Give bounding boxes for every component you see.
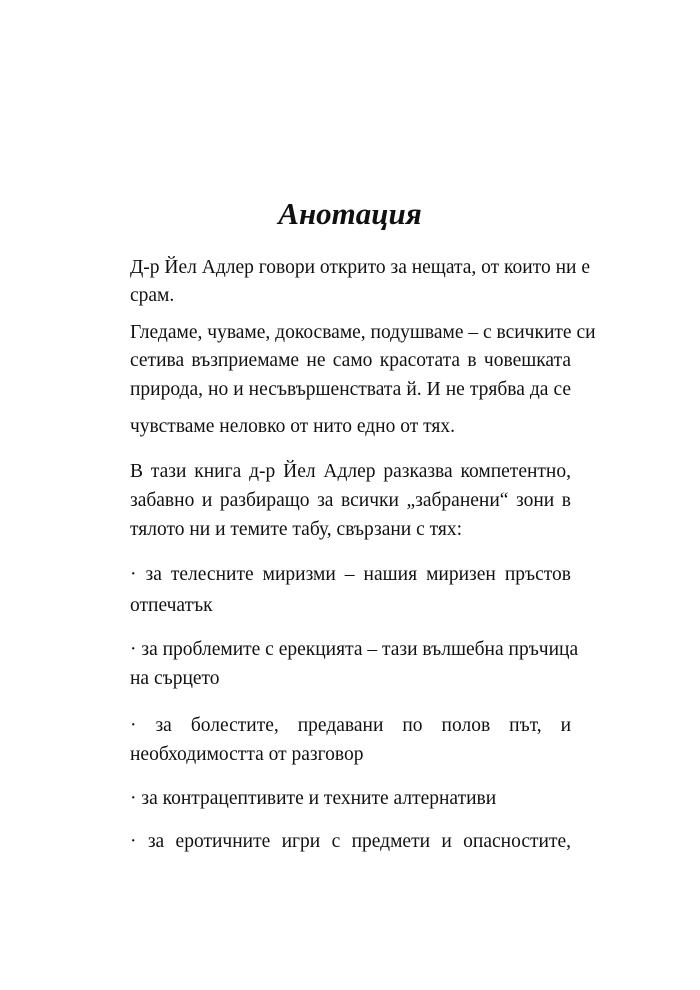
page-title: Анотация	[278, 196, 422, 231]
list-item: · за еротичните игри с предмети и опасностите,	[130, 831, 571, 852]
text-line: В тази книга д-р Йел Адлер разказва компетентно,	[130, 461, 571, 482]
list-item: · за контрацептивите и техните алтернативи	[130, 788, 497, 809]
list-item: · за проблемите с ерекцията – тази вълшебна пръчица	[130, 639, 579, 660]
text-line: природа, но и несъвършенствата й. И не трябва да се	[130, 379, 571, 400]
text-line: чувстваме неловко от нито едно от тях.	[130, 416, 455, 437]
list-item: · за болестите, предавани по полов път, и	[130, 715, 571, 736]
text-line: необходимостта от разговор	[130, 744, 364, 765]
text-line: тялото ни и темите табу, свързани с тях:	[130, 519, 463, 540]
text-line: Гледаме, чуваме, докосваме, подушваме – с всичките си	[130, 322, 596, 343]
list-item: · за телесните миризми – нашия миризен пръстов	[130, 564, 571, 585]
text-line: забавно и разбиращо за всички „забранени“ зони в	[130, 490, 571, 511]
text-line: срам.	[130, 285, 175, 306]
text-line: на сърцето	[130, 668, 220, 689]
text-line: Д-р Йел Адлер говори открито за нещата, от които ни е	[130, 257, 590, 278]
text-line: сетива възприемаме не само красотата в човешката	[130, 350, 571, 371]
text-line: отпечатък	[130, 595, 213, 616]
